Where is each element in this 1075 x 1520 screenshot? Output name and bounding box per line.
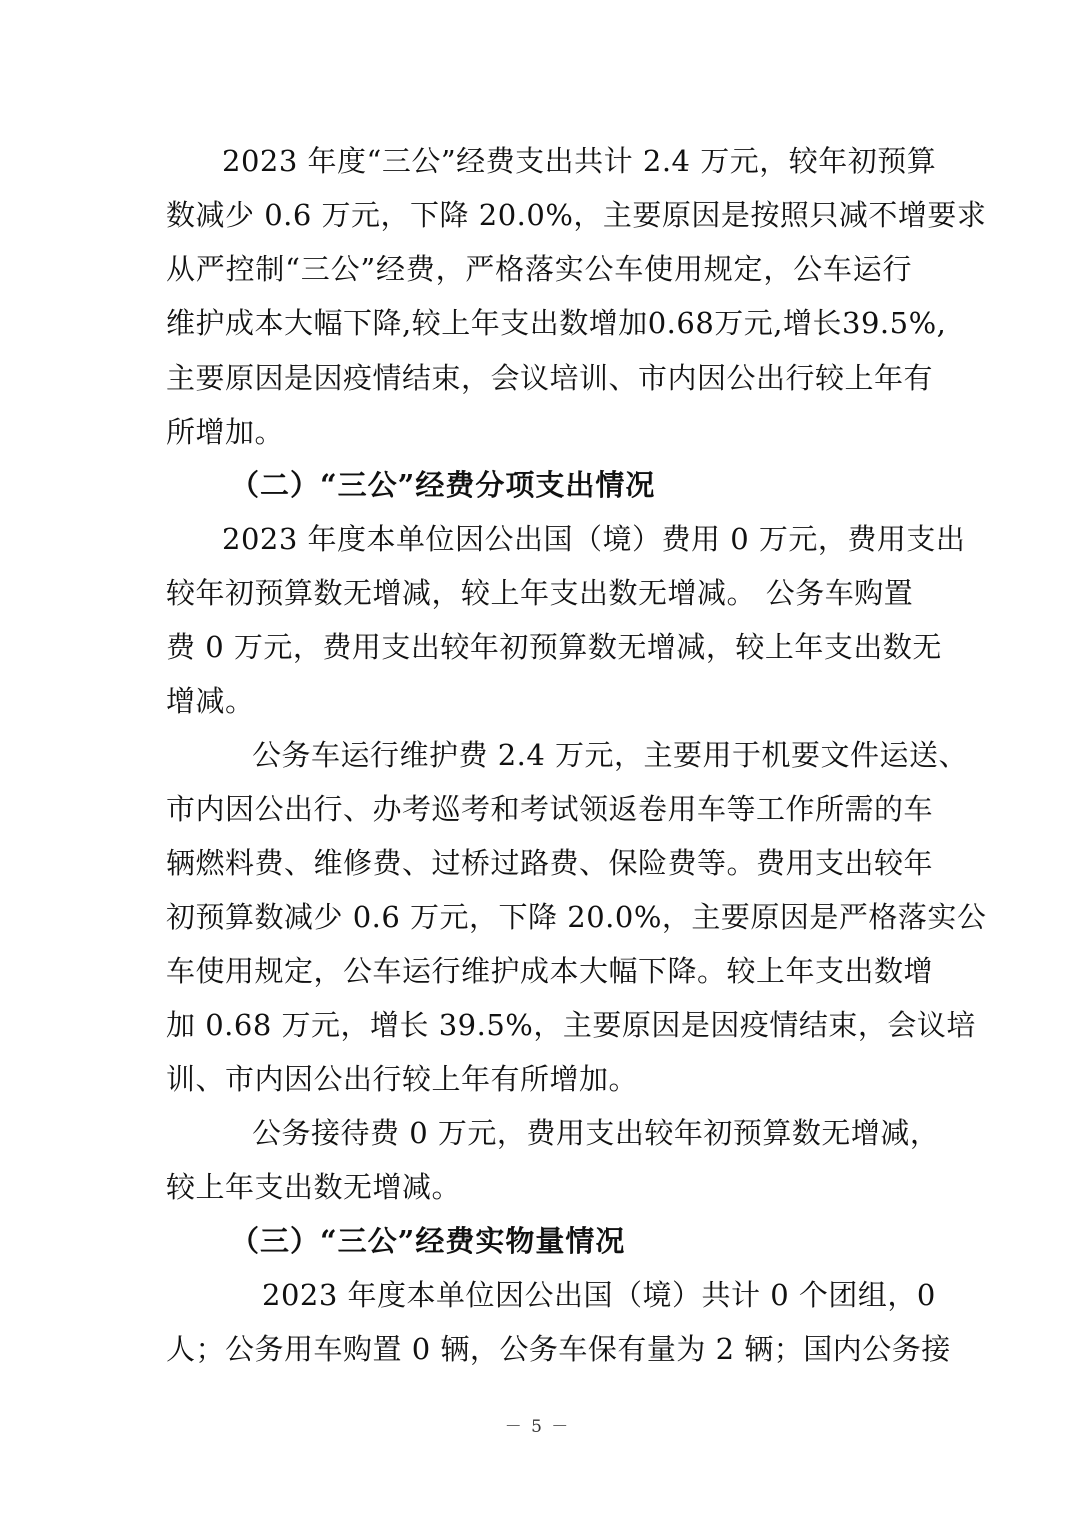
text-line: 2023 年度本单位因公出国（境）费用 0 万元，费用支出	[222, 522, 966, 556]
text-line: 数减少 0.6 万元，下降 20.0%，主要原因是按照只减不增要求	[166, 198, 987, 232]
page-number: － 5 －	[504, 1417, 571, 1437]
text-line: 公务车运行维护费 2.4 万元，主要用于机要文件运送、	[252, 738, 969, 772]
text-line: 从严控制“三公”经费，严格落实公车使用规定，公车运行	[166, 252, 912, 286]
text-line: 辆燃料费、维修费、过桥过路费、保险费等。费用支出较年	[166, 846, 934, 880]
text-line: 2023 年度本单位因公出国（境）共计 0 个团组，0	[262, 1278, 936, 1312]
text-line: 初预算数减少 0.6 万元，下降 20.0%，主要原因是严格落实公	[166, 900, 987, 934]
text-line: 较上年支出数无增减。	[166, 1170, 462, 1204]
text-line: 加 0.68 万元，增长 39.5%，主要原因是因疫情结束，会议培	[166, 1008, 976, 1042]
text-line: 人；公务用车购置 0 辆，公务车保有量为 2 辆；国内公务接	[166, 1332, 951, 1366]
text-line: 较年初预算数无增减，较上年支出数无增减。 公务车购置	[166, 576, 914, 610]
text-line: 2023 年度“三公”经费支出共计 2.4 万元，较年初预算	[222, 144, 937, 178]
text-line: 费 0 万元，费用支出较年初预算数无增减，较上年支出数无	[166, 630, 942, 664]
section-heading: （二）“三公”经费分项支出情况	[230, 468, 656, 502]
text-line: 主要原因是因疫情结束，会议培训、市内因公出行较上年有	[166, 361, 934, 395]
text-line: 训、市内因公出行较上年有所增加。	[166, 1062, 639, 1096]
text-line: 增减。	[166, 684, 255, 718]
text-line: 所增加。	[166, 415, 285, 449]
text-line: 车使用规定，公车运行维护成本大幅下降。较上年支出数增	[166, 954, 934, 988]
section-heading: （三）“三公”经费实物量情况	[230, 1224, 626, 1258]
text-line: 公务接待费 0 万元，费用支出较年初预算数无增减，	[252, 1116, 940, 1150]
text-line: 维护成本大幅下降,较上年支出数增加0.68万元,增长39.5%,	[166, 306, 947, 340]
text-line: 市内因公出行、办考巡考和考试领返卷用车等工作所需的车	[166, 792, 934, 826]
